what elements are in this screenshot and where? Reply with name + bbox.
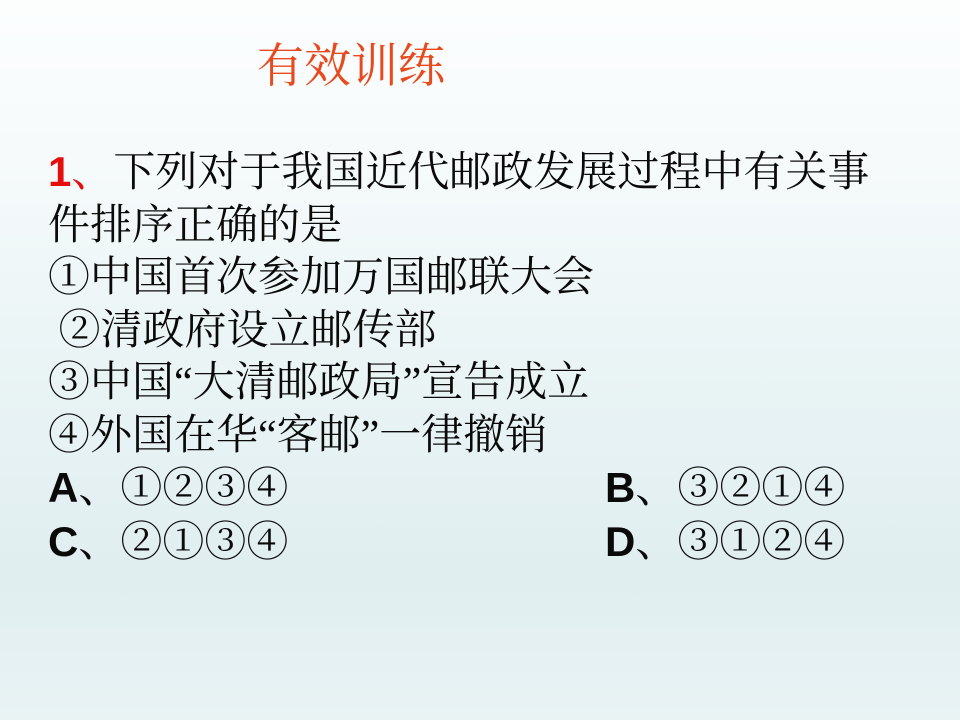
- option-c-label: C: [48, 517, 79, 565]
- option-b-sequence: ③②①④: [677, 466, 846, 512]
- question-block: [48, 146, 920, 569]
- list-item-3: ③中国“大清邮政局”宣告成立: [48, 360, 590, 406]
- option-b: [605, 462, 845, 516]
- option-d-sequence: ③①②④: [677, 519, 846, 566]
- option-a-label: A: [48, 464, 79, 511]
- list-item-1: ①中国首次参加万国邮联大会: [48, 255, 595, 301]
- question-number: 1: [48, 148, 72, 195]
- options-row-1: [48, 462, 920, 516]
- question-text: 下列对于我国近代邮政发展过程中有关事: [113, 150, 870, 196]
- option-a: [48, 462, 605, 516]
- list-item-2: ②清政府设立邮传部: [48, 307, 437, 354]
- option-b-separator: 、: [635, 466, 678, 512]
- question-line-2: 件排序正确的是: [48, 202, 343, 249]
- slide-title: 有效训练: [257, 41, 445, 93]
- option-d: [605, 516, 845, 570]
- option-c: [48, 516, 605, 570]
- option-a-separator: 、: [78, 466, 121, 512]
- option-b-label: B: [605, 464, 636, 511]
- list-item-4: ④外国在华“客邮”一律撤销: [48, 412, 548, 459]
- option-c-separator: 、: [78, 519, 121, 566]
- question-line-1: [48, 146, 920, 200]
- option-a-sequence: ①②③④: [120, 466, 289, 512]
- option-d-label: D: [605, 517, 636, 565]
- question-number-separator: 、: [71, 150, 114, 196]
- options-row-2: [48, 516, 920, 570]
- option-c-sequence: ②①③④: [120, 519, 289, 566]
- option-d-separator: 、: [635, 519, 678, 566]
